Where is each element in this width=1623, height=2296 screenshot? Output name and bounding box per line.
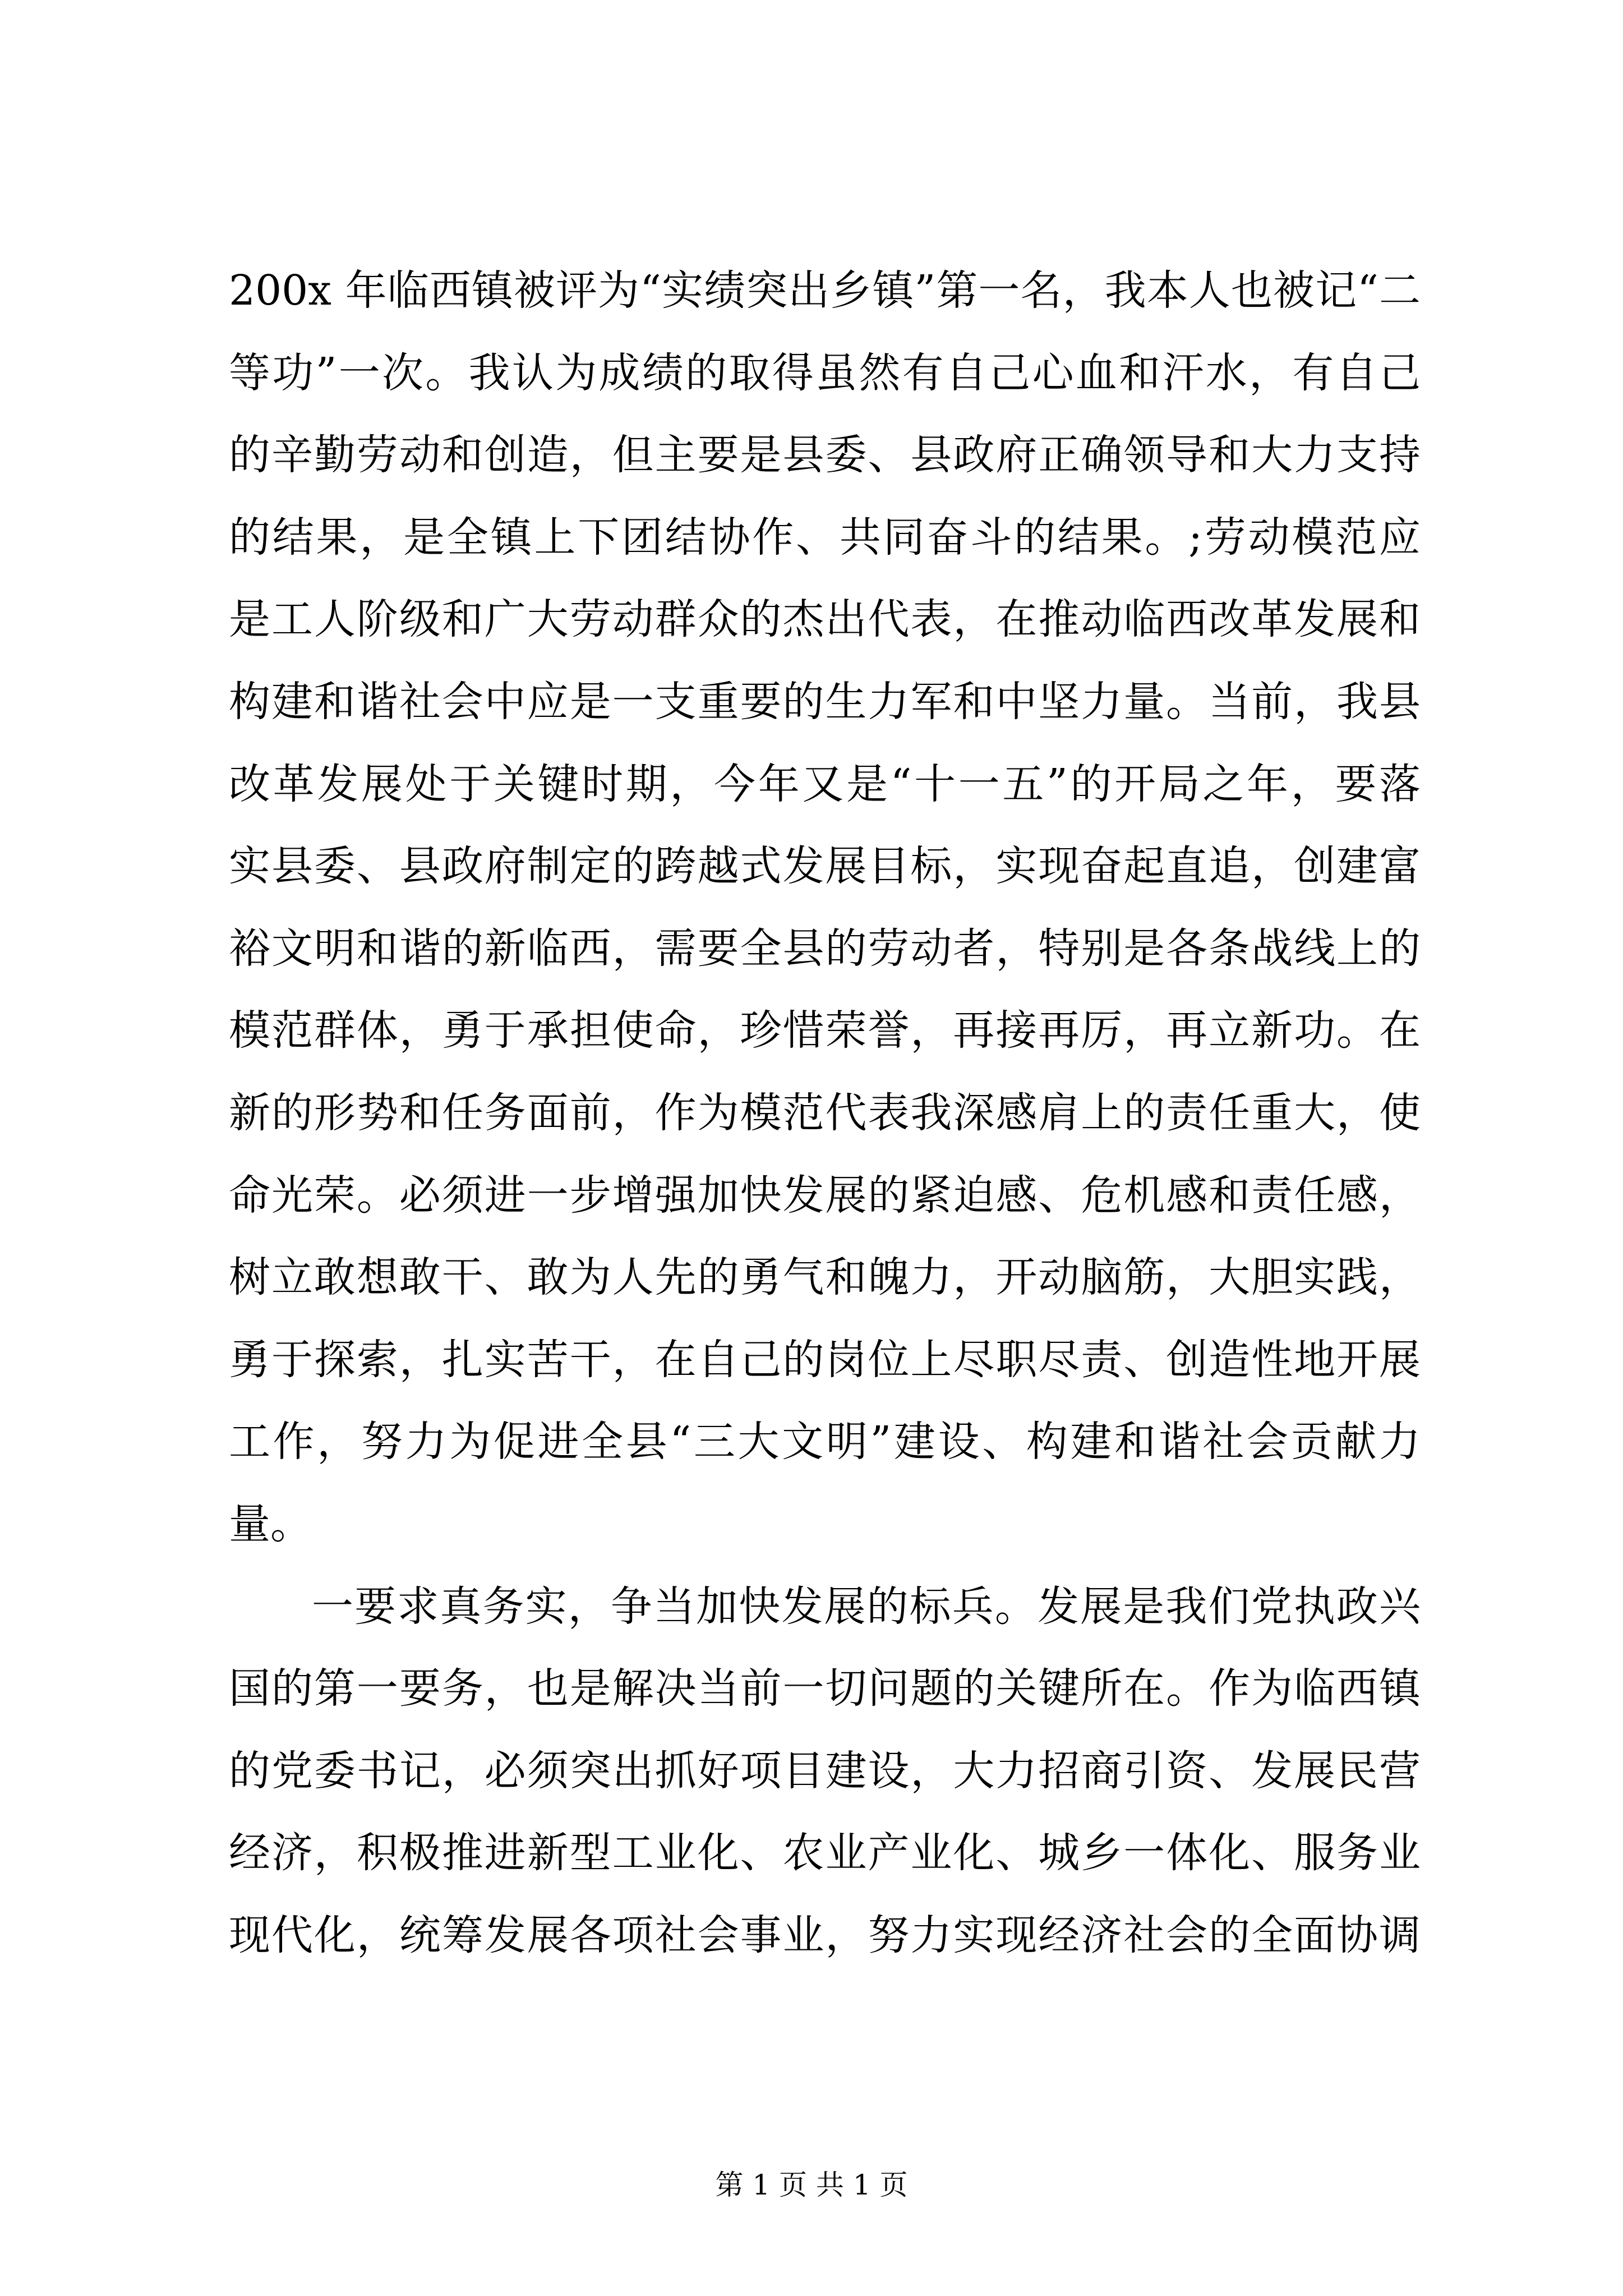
paragraph-1 (229, 250, 1421, 1566)
page-number-label: 第 1 页 共 1 页 (715, 2169, 908, 2201)
text-line: 国的第一要务，也是解决当前一切问题的关键所在。作为临西镇 (229, 1664, 1421, 1713)
text-line: 是工人阶级和广大劳动群众的杰出代表，在推动临西改革发展和 (229, 595, 1421, 644)
text-line: 构建和谐社会中应是一支重要的生力军和中坚力量。当前，我县 (229, 677, 1421, 726)
text-line: 的结果，是全镇上下团结协作、共同奋斗的结果。;劳动模范应 (229, 513, 1421, 562)
text-line: 的党委书记，必须突出抓好项目建设，大力招商引资、发展民营 (229, 1746, 1421, 1795)
text-line: 工作，努力为促进全县“三大文明”建设、构建和谐社会贡献力 (229, 1418, 1421, 1466)
text-line: 模范群体，勇于承担使命，珍惜荣誉，再接再厉，再立新功。在 (229, 1006, 1421, 1055)
text-line: 一要求真务实，争当加快发展的标兵。发展是我们党执政兴 (312, 1582, 1421, 1631)
text-line: 等功”一次。我认为成绩的取得虽然有自己心血和汗水，有自己 (229, 348, 1421, 397)
text-line: 树立敢想敢干、敢为人先的勇气和魄力，开动脑筋，大胆实践， (229, 1253, 1421, 1302)
text-line: 勇于探索，扎实苦干，在自己的岗位上尽职尽责、创造性地开展 (229, 1335, 1421, 1384)
text-line: 新的形势和任务面前，作为模范代表我深感肩上的责任重大，使 (229, 1088, 1421, 1137)
text-line: 裕文明和谐的新临西，需要全县的劳动者，特别是各条战线上的 (229, 924, 1421, 973)
text-line: 命光荣。必须进一步增强加快发展的紧迫感、危机感和责任感， (229, 1171, 1421, 1220)
text-line: 改革发展处于关键时期，今年又是“十一五”的开局之年，要落 (229, 760, 1421, 808)
document-body (229, 250, 1421, 1976)
text-line: 实县委、县政府制定的跨越式发展目标，实现奋起直追，创建富 (229, 842, 1421, 891)
text-line: 的辛勤劳动和创造，但主要是县委、县政府正确领导和大力支持 (229, 431, 1421, 480)
text-line: 200x 年临西镇被评为“实绩突出乡镇”第一名，我本人也被记“二 (229, 266, 1421, 315)
text-line: 现代化，统筹发展各项社会事业，努力实现经济社会的全面协调 (229, 1911, 1421, 1959)
text-line: 量。 (229, 1499, 312, 1548)
page-footer (0, 2168, 1623, 2202)
text-line: 经济，积极推进新型工业化、农业产业化、城乡一体化、服务业 (229, 1829, 1421, 1878)
paragraph-2 (229, 1566, 1421, 1977)
